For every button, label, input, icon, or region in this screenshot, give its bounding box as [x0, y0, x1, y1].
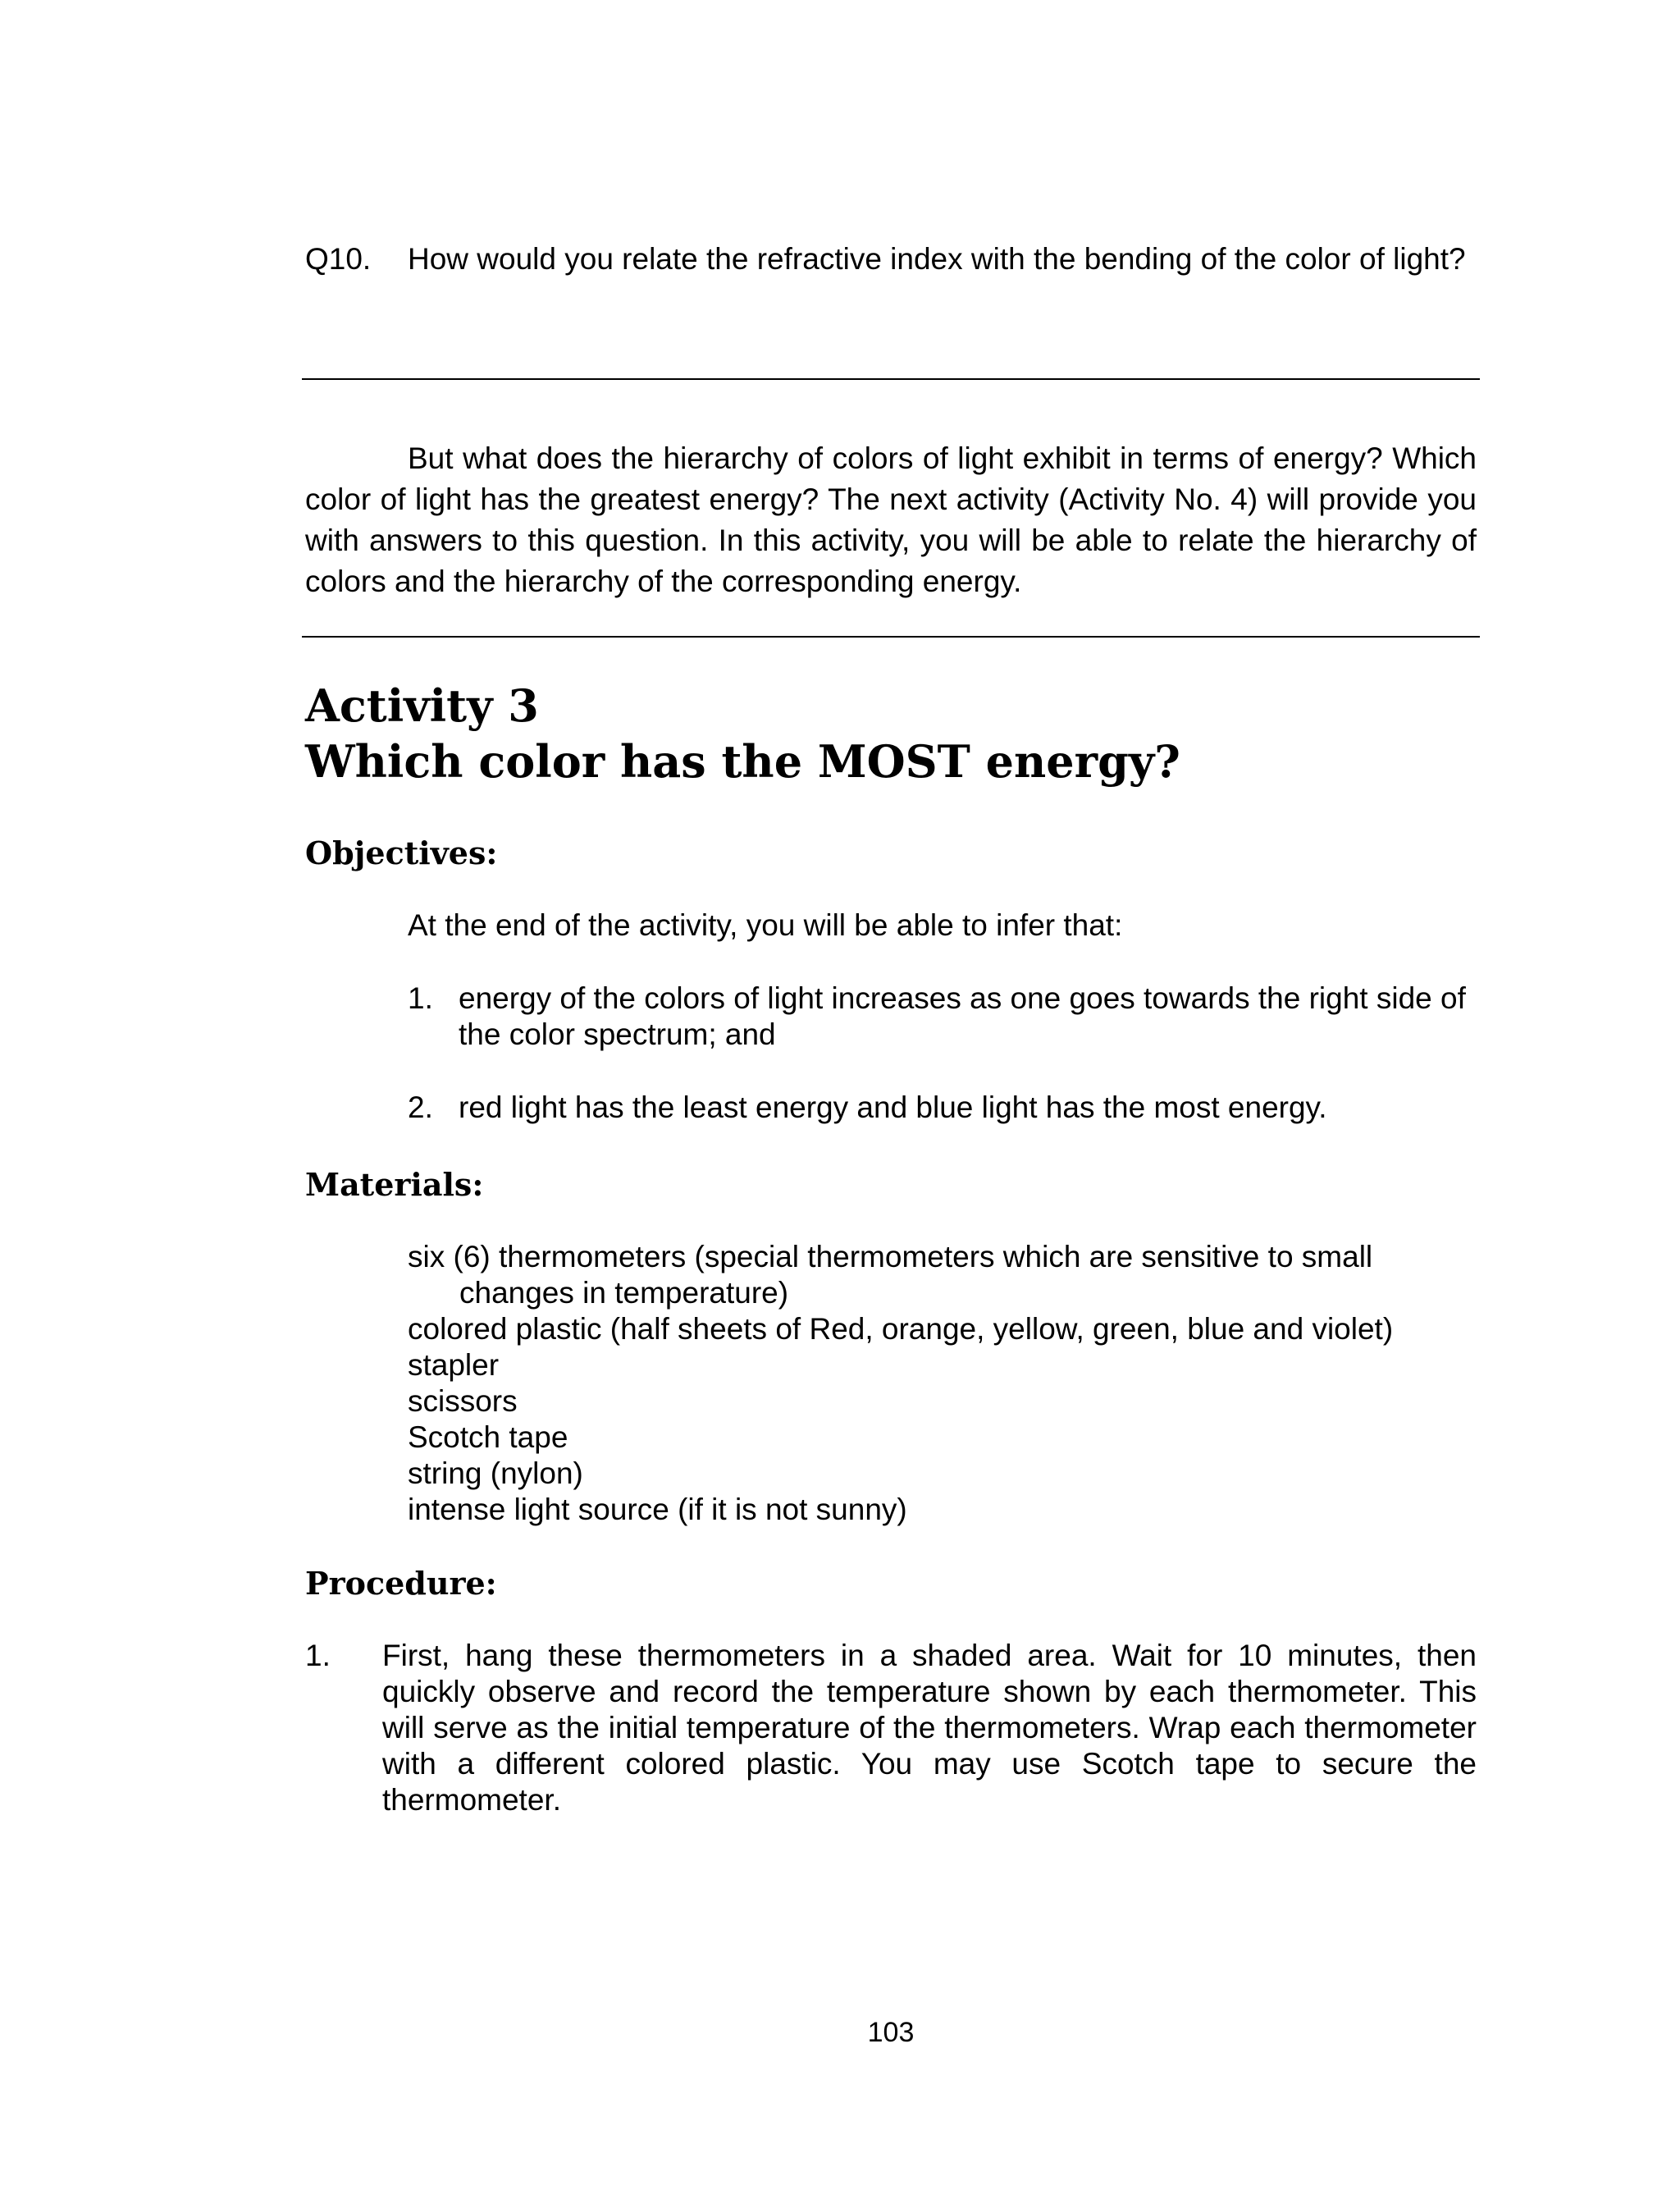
- activity-number: Activity 3: [305, 679, 539, 732]
- objective-text-2: red light has the least energy and blue light has the most energy.: [459, 1090, 1327, 1124]
- material-item-7: intense light source (if it is not sunny): [408, 1493, 907, 1526]
- procedure-step-text-1: First, hang these thermometers in a shaded area. Wait for 10 minutes, then quickly observe and record the temperature shown by each thermometer. This will serve as the initial temperature of the thermometers. Wrap each thermometer with a different colored plastic. You may use Scotch tape to secure the thermometer.: [382, 1639, 1477, 1817]
- materials-heading: Materials:: [305, 1166, 484, 1203]
- activity-title: Which color has the MOST energy?: [305, 735, 1180, 788]
- material-item-3: stapler: [408, 1348, 500, 1382]
- procedure-heading: Procedure:: [305, 1565, 497, 1602]
- procedure-step-number-1: 1.: [305, 1639, 331, 1672]
- objective-text-1: energy of the colors of light increases as one goes towards the right side of the color spectrum; and: [459, 981, 1466, 1051]
- objectives-lead: At the end of the activity, you will be able to infer that:: [408, 908, 1123, 942]
- question-text: How would you relate the refractive index with the bending of the color of light?: [408, 242, 1466, 276]
- objective-number-1: 1.: [408, 981, 433, 1015]
- material-item-6: string (nylon): [408, 1456, 583, 1490]
- material-item-1: six (6) thermometers (special thermometers which are sensitive to small changes in temperature): [408, 1240, 1373, 1310]
- question-label: Q10.: [305, 242, 372, 276]
- divider-bottom: [302, 636, 1480, 638]
- intro-paragraph: But what does the hierarchy of colors of light exhibit in terms of energy? Which color of light has the greatest energy? The next activity (Activity No. 4) will provide you with answers to this question. In this activity, you will be able to relate the hierarchy of colors and the hierarchy of the corresponding energy.: [305, 441, 1477, 598]
- material-item-2: colored plastic (half sheets of Red, orange, yellow, green, blue and violet): [408, 1312, 1394, 1346]
- divider-top: [302, 378, 1480, 380]
- material-item-4: scissors: [408, 1384, 518, 1418]
- page-number: 103: [867, 2017, 915, 2048]
- objectives-heading: Objectives:: [305, 834, 498, 871]
- material-item-5: Scotch tape: [408, 1420, 568, 1454]
- objective-number-2: 2.: [408, 1090, 433, 1124]
